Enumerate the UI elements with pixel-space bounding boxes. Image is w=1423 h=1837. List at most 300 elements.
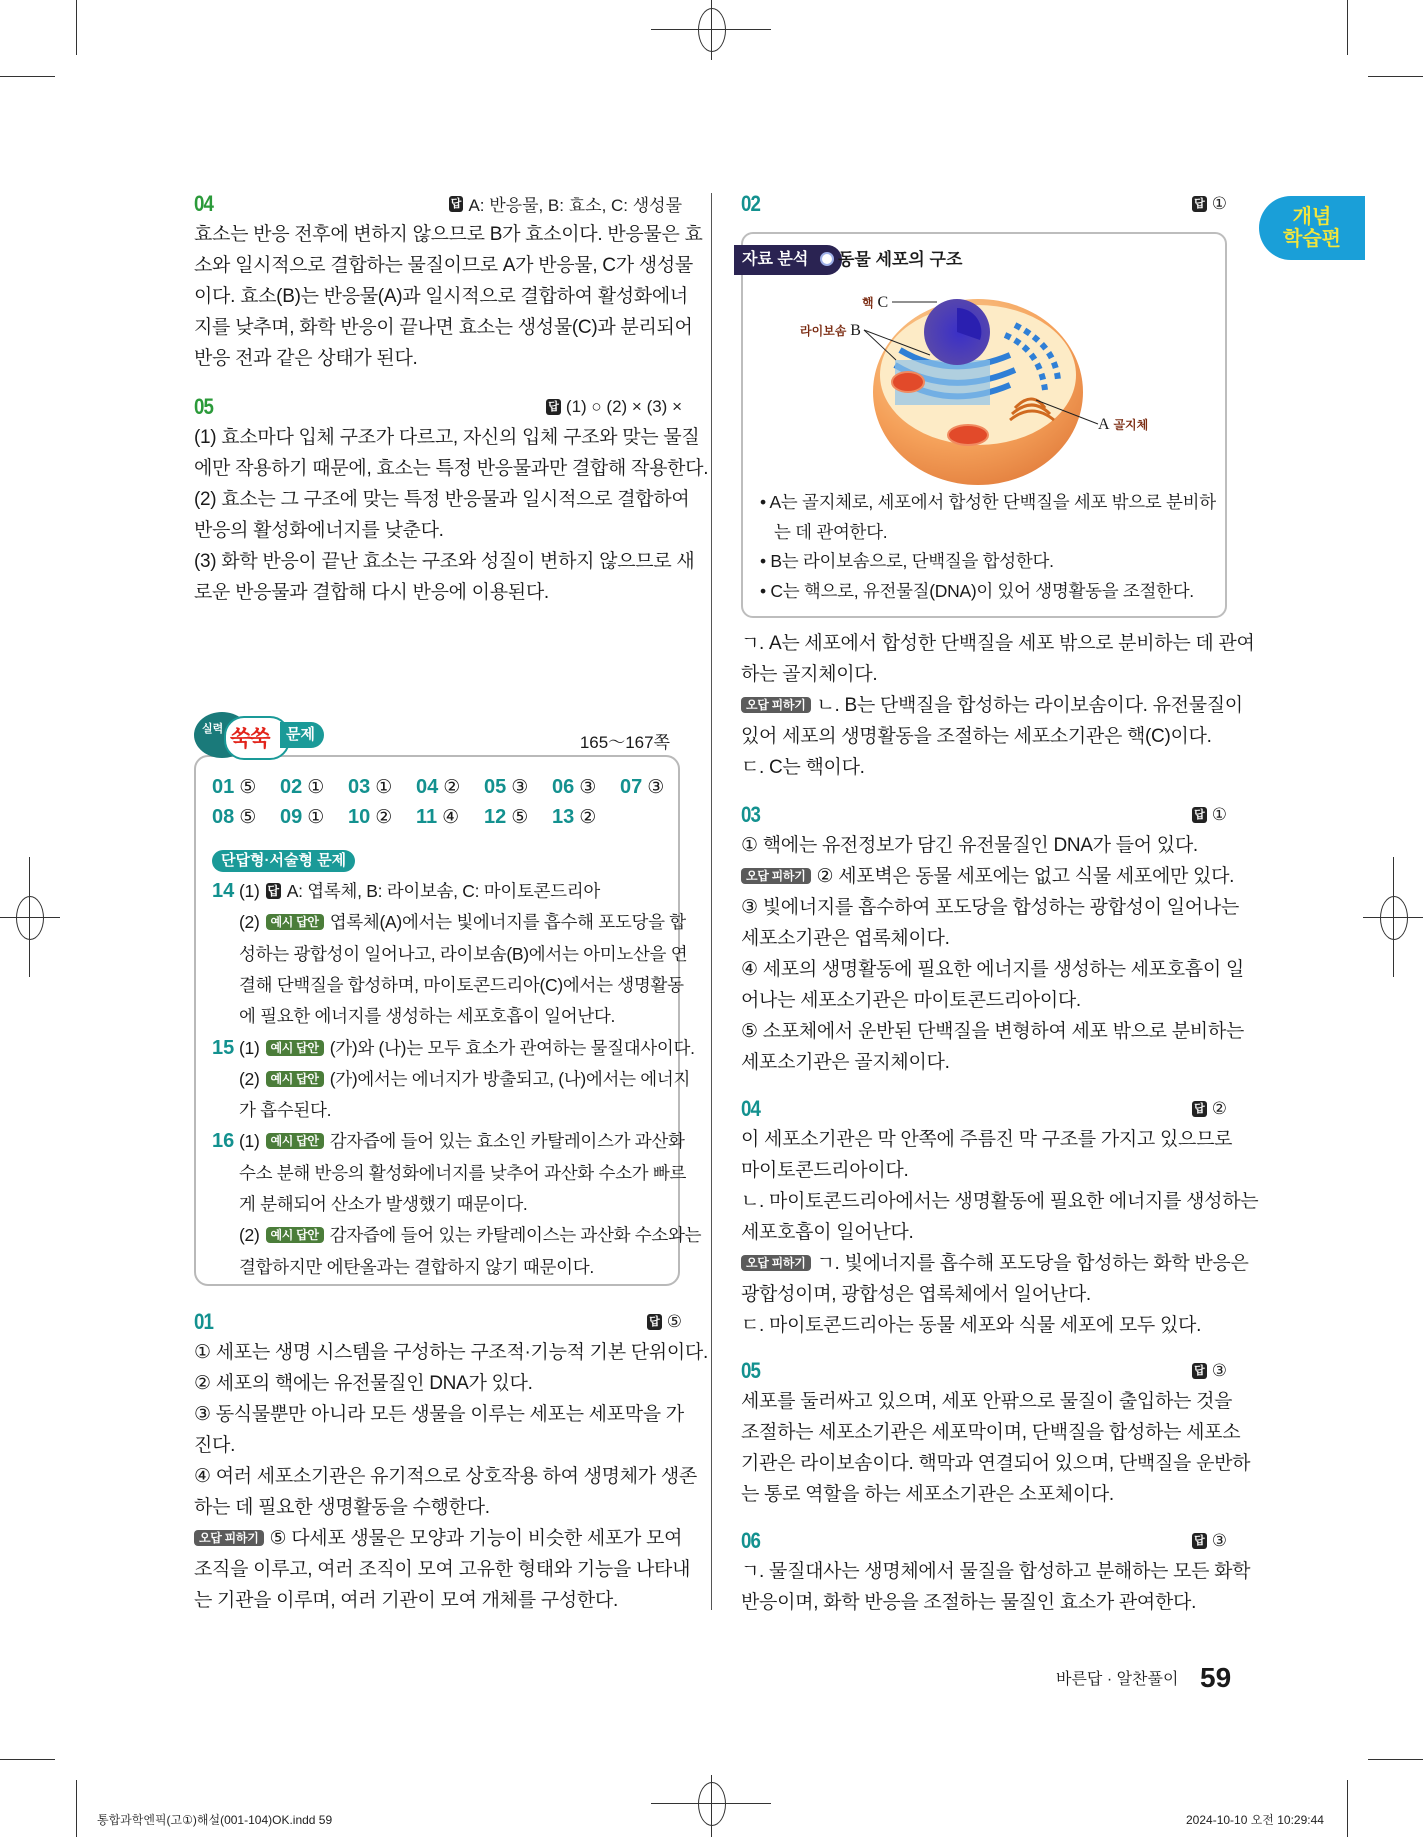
paragraph [741,1016,1244,1078]
example-badge: 예시 답안 [266,1227,324,1243]
line-text: 지를 낮추며, 화학 반응이 끝나면 효소는 생성물(C)과 분리되어 [194,317,693,338]
text-line [194,1399,682,1430]
wrong-badge: 오답 피하기 [741,868,811,884]
paragraph [741,861,1235,892]
text-line [741,1386,1233,1417]
answer-cell [416,806,484,829]
text-line [741,690,1243,721]
text-line [194,1554,691,1585]
text-line [194,312,693,343]
answer-number: 11 [416,805,438,828]
text-line [194,1523,682,1554]
text-line [239,876,670,907]
label-name: 라이보솜 [800,324,847,338]
crop-mark [1368,1759,1423,1760]
line-text: 어나는 세포소기관은 마이토콘드리아이다. [741,990,1081,1011]
line-text: 이 세포소기관은 막 안쪽에 주름진 막 구조를 가지고 있으므로 [741,1129,1233,1150]
paragraph [741,752,1227,783]
paragraph [741,628,1255,690]
answer-number: 10 [348,805,371,828]
text-line [194,1430,682,1461]
practice-pages: 165～167쪽 [579,733,670,752]
line-text: A는 골지체로, 세포에서 합성한 단백질을 세포 밖으로 분비하 [769,492,1216,512]
animal-cell-figure [800,280,1150,490]
line-text: 소와 일시적으로 결합하는 물질이므로 A가 반응물, C가 생성물 [194,255,693,276]
text-line [741,1248,1249,1279]
text-line [194,422,700,453]
line-text: C는 핵으로, 유전물질(DNA)이 있어 생명활동을 조절한다. [770,580,1194,601]
text-line [741,752,1227,783]
line-text: 는 기관을 이루며, 여러 기관이 모여 개체를 구성한다. [194,1590,618,1611]
answer-number: 01 [212,775,235,798]
answer-icon: 답 [450,197,462,210]
answer-row [212,802,688,832]
line-text: ㄴ. 마이토콘드리아에서는 생명활동에 필요한 에너지를 생성하는 [741,1191,1259,1212]
item-parts [239,1033,695,1127]
line-text: 감자즙에 들어 있는 효소인 카탈레이스가 과산화 [329,1131,685,1152]
text-line [741,659,1227,690]
line-text: 광합성이며, 광합성은 엽록체에서 일어난다. [741,1284,1091,1305]
bullet-line [760,488,1215,518]
line-text: 세포호흡이 일어난다. [741,1222,914,1243]
item-part [239,1033,695,1064]
text-line [239,907,686,938]
bullet-line [760,518,1215,548]
line-text: ② 세포의 핵에는 유전물질인 DNA가 있다. [194,1373,533,1394]
item-number: 16 [212,1130,235,1153]
item-number: 15 [212,1036,235,1059]
answer-cell [212,806,280,829]
line-text: B는 라이보솜으로, 단백질을 합성한다. [770,551,1054,571]
paragraph [741,690,1243,752]
part-label: (1) [239,881,260,901]
text-line [741,1217,1227,1248]
answer-icon: 답 [1194,197,1205,210]
line-text: (가)와 (나)는 모두 효소가 관여하는 물질대사이다. [329,1037,695,1058]
question-01 [194,1306,708,1616]
text-line [741,1124,1233,1155]
answer [1192,1099,1227,1119]
text-line [741,1186,1259,1217]
text-line [239,1220,702,1251]
answer-number: 07 [620,775,643,798]
paragraph [741,892,1239,954]
line-text: 성하는 광합성이 일어나고, 라이보솜(B)에서는 아미노산을 연 [239,943,688,964]
line-text: 는 데 관여한다. [774,521,888,542]
text-line [239,939,688,970]
page-number: 59 [1200,1662,1232,1693]
paragraph [741,1556,1251,1618]
text-line [239,1252,670,1283]
answer-number: 09 [280,805,303,828]
text-line [741,721,1227,752]
question-number: 02 [741,190,761,216]
paragraph [194,1337,708,1368]
answer [1192,805,1227,825]
item-part [239,1064,691,1127]
practice-item [212,876,688,1032]
line-text: ㄱ. 빛에너지를 흡수해 포도당을 합성하는 화학 반응은 [816,1253,1249,1274]
text-line [194,577,682,608]
line-text: ④ 세포의 생명활동에 필요한 에너지를 생성하는 세포호흡이 일 [741,959,1244,980]
line-text: ⑤ 다세포 생물은 모양과 기능이 비슷한 세포가 모여 [269,1528,683,1549]
question-04-right [741,1093,1259,1341]
text-line [239,1001,670,1032]
crop-mark [1368,76,1423,77]
practice-title-tail: 문제 [280,722,324,748]
item-number: 14 [212,880,235,902]
line-text: ③ 동식물뿐만 아니라 모든 생물을 이루는 세포는 세포막을 가 [194,1404,684,1425]
line-text: 조절하는 세포소기관은 세포막이며, 단백질을 합성하는 세포소 [741,1422,1241,1443]
answer-number: 05 [484,775,507,798]
question-header [741,188,1227,219]
crop-mark [1347,1780,1348,1837]
crop-mark [76,0,77,55]
label-name: 핵 [862,296,874,310]
answer-icon: 답 [548,400,559,413]
text-line [741,1310,1227,1341]
question-header [741,1525,1227,1556]
practice-item [212,1126,702,1282]
line-text: 하는 골지체이다. [741,664,878,685]
answer-cell [620,776,688,799]
answer-number: 12 [484,805,507,828]
text-line [194,515,682,546]
analysis-title: 동물 세포의 구조 [838,250,963,269]
answer-number: 08 [212,805,235,828]
line-text: (1) 효소마다 입체 구조가 다르고, 자신의 입체 구조와 맞는 물질 [194,427,700,448]
text-line [194,1461,697,1492]
paragraph [194,546,695,608]
part-label: (2) [239,1068,260,1089]
answer-cell [280,806,348,829]
line-text: ② 세포벽은 동물 세포에는 없고 식물 세포에만 있다. [816,866,1235,887]
item-part [239,1220,702,1283]
question-number: 05 [741,1357,761,1383]
paragraph [741,830,1227,861]
line-text: 세포소기관은 엽록체이다. [741,928,950,949]
wrong-badge: 오답 피하기 [194,1530,264,1546]
line-text: 이다. 효소(B)는 반응물(A)과 일시적으로 결합하여 활성화에너 [194,286,688,307]
line-text: ① 세포는 생명 시스템을 구성하는 구조적·기능적 기본 단위이다. [194,1342,708,1363]
answer-number: 02 [280,775,303,798]
answer-row [212,772,688,802]
answer-cell [552,776,620,799]
answer-choice: ② [579,806,597,828]
question-header [194,391,682,422]
bullet-line [760,577,1215,607]
text-line [239,1064,691,1095]
line-text: 반응의 활성화에너지를 낮춘다. [194,520,444,541]
line-text: 결해 단백질을 합성하며, 마이토콘드리아(C)에서는 생명활동 [239,974,684,995]
line-text: 결합하지만 에탄올과는 결합하지 않기 때문이다. [239,1256,594,1277]
answer-choice: ② [443,776,461,798]
text-line [239,970,684,1001]
paragraph [194,484,690,546]
bullet-dot: • [760,551,771,571]
answer [1192,1531,1227,1551]
text-line [194,1492,682,1523]
paragraph [741,954,1244,1016]
text-line [239,1189,670,1220]
line-text: 게 분해되어 산소가 발생했기 때문이다. [239,1193,528,1214]
line-text: ㄱ. 물질대사는 생명체에서 물질을 합성하고 분해하는 모든 화학 [741,1561,1251,1582]
bullet-line [760,547,1215,577]
example-badge: 예시 답안 [266,1040,324,1056]
text-line [741,861,1235,892]
line-text: ㄱ. A는 세포에서 합성한 단백질을 세포 밖으로 분비하는 데 관여 [741,633,1255,654]
question-03 [741,799,1244,1078]
text-line [741,1417,1241,1448]
item-part [239,876,670,907]
line-text: 반응 전과 같은 상태가 된다. [194,348,418,369]
answer-choice: ① [375,776,393,798]
question-05-right [741,1355,1251,1510]
answer-choice: ② [375,806,393,828]
print-file-name: 통합과학엔픽(고①)해설(001-104)OK.indd 59 [97,1813,333,1827]
mitochondrion [948,425,988,445]
answer-number: 06 [552,775,575,798]
print-timestamp: 2024-10-10 오전 10:29:44 [1186,1813,1324,1827]
line-text: ⑤ 소포체에서 운반된 단백질을 변형하여 세포 밖으로 분비하는 [741,1021,1244,1042]
crop-mark [0,1759,55,1760]
answer-cell [212,776,280,799]
mitochondrion [892,372,924,392]
section-tab [1259,196,1365,260]
part-label: (1) [239,1131,260,1152]
analysis-label [734,245,842,275]
part-label: (2) [239,1225,260,1246]
text-line [741,1587,1227,1618]
answer-icon: 답 [1194,1102,1205,1115]
part-label: (1) [239,1037,260,1058]
text-line [239,1126,685,1157]
text-line [741,1556,1251,1587]
label-name: 골지체 [1113,418,1149,432]
line-text: 진다. [194,1435,236,1456]
answer-cell [280,776,348,799]
paragraph [194,422,709,484]
answer-cell [552,806,620,829]
item-part [239,907,688,1032]
answer-choice: ⑤ [239,806,257,828]
text-line [741,628,1255,659]
answer [647,1312,682,1332]
answer-number: 13 [552,805,575,828]
answer-grid [212,772,688,832]
paragraph [194,1523,691,1616]
text-line [194,1585,682,1616]
question-number: 06 [741,1527,761,1553]
answer [1192,1361,1227,1381]
paragraph [741,1310,1227,1341]
line-text: 가 흡수된다. [239,1100,332,1121]
line-text: (3) 화학 반응이 끝난 효소는 구조와 성질이 변하지 않으므로 새 [194,551,695,572]
answer-choice: ⑤ [239,776,257,798]
answer [449,191,682,216]
line-text: (2) 효소는 그 구조에 맞는 특정 반응물과 일시적으로 결합하여 [194,489,690,510]
practice-subheading: 단답형·서술형 문제 [212,850,355,872]
line-text: 기관은 라이보솜이다. 핵막과 연결되어 있으며, 단백질을 운반하 [741,1453,1251,1474]
text-line [194,453,709,484]
answer-choice: ③ [647,776,665,798]
question-02-body [741,628,1255,783]
text-line [194,546,695,577]
line-text: (가)에서는 에너지가 방출되고, (나)에서는 에너지 [329,1068,691,1089]
answer-icon: 답 [649,1315,660,1328]
question-header [741,799,1227,830]
question-header [741,1093,1227,1124]
figure-label-ribosome [800,321,861,340]
answer-icon: 답 [1194,808,1205,821]
text-line [194,250,693,281]
text-line [741,892,1239,923]
line-text: ㄷ. 마이토콘드리아는 동물 세포와 식물 세포에 모두 있다. [741,1315,1202,1336]
bullet-dot: • [760,492,770,512]
practice-title-big: 쑥쑥 [230,726,269,751]
text-line [741,985,1227,1016]
answer-cell [416,776,484,799]
line-text: 수소 분해 반응의 활성화에너지를 낮추어 과산화 수소가 빠르 [239,1162,687,1183]
question-number: 04 [194,190,214,216]
figure-label-nucleus [862,293,888,312]
answer-cell [348,806,416,829]
line-text: ㄷ. C는 핵이다. [741,757,865,778]
answer-icon: 답 [1194,1534,1205,1547]
line-text: 하는 데 필요한 생명활동을 수행한다. [194,1497,490,1518]
line-text: 조직을 이루고, 여러 조직이 모여 고유한 형태와 기능을 나타내 [194,1559,691,1580]
paragraph [741,1186,1259,1248]
question-number: 05 [194,393,214,419]
line-text: ③ 빛에너지를 흡수하여 포도당을 합성하는 광합성이 일어나는 [741,897,1239,918]
question-number: 03 [741,801,761,827]
line-text: 마이토콘드리아이다. [741,1160,909,1181]
line-text: 있어 세포의 생명활동을 조절하는 세포소기관은 핵(C)이다. [741,726,1212,747]
answer-text: A: 반응물, B: 효소, C: 생성물 [468,196,682,215]
paragraph [194,1368,682,1399]
line-text: ① 핵에는 유전정보가 담긴 유전물질인 DNA가 들어 있다. [741,835,1198,856]
section-tab-line1: 개념 [1292,206,1332,228]
question-header [741,1355,1227,1386]
figure-label-golgi [1098,415,1148,434]
question-04 [194,188,703,374]
wrong-badge: 오답 피하기 [741,697,811,713]
item-parts [239,1126,702,1282]
text-line [194,484,690,515]
practice-item [212,1033,695,1127]
answer-text: ① [1211,804,1227,824]
crop-mark [76,1780,77,1837]
label-letter: B [850,322,861,339]
part-label: (2) [239,912,260,933]
question-header [194,1306,682,1337]
line-text: 로운 반응물과 결합해 다시 반응에 이용된다. [194,582,549,603]
answer [546,397,682,417]
text-line [239,1095,670,1126]
paragraph [741,1124,1233,1186]
example-badge: 예시 답안 [266,914,324,930]
paragraph [194,1461,697,1523]
magnifier-icon [820,252,834,266]
answer-choice: ⑤ [511,806,529,828]
answer-choice: ④ [442,806,460,828]
answer-text: ③ [1211,1360,1227,1380]
answer-number: 03 [348,775,371,798]
text-line [239,1158,687,1189]
question-header [194,188,682,219]
line-text: 에만 작용하기 때문에, 효소는 특정 반응물과만 결합해 작용한다. [194,458,709,479]
question-06-right [741,1525,1251,1618]
line-text: 에 필요한 에너지를 생성하는 세포호흡이 일어난다. [239,1006,616,1027]
answer-choice: ① [307,806,325,828]
crop-mark [1347,0,1348,55]
column-divider [711,193,712,1610]
answer-number: 04 [416,775,439,798]
line-text: 세포를 둘러싸고 있으며, 세포 안팎으로 물질이 출입하는 것을 [741,1391,1233,1412]
paragraph [194,1399,682,1461]
text-line [741,923,1227,954]
question-number: 01 [194,1308,214,1334]
line-text: 반응이며, 화학 반응을 조절하는 물질인 효소가 관여한다. [741,1592,1197,1613]
item-parts [239,876,688,1032]
answer-badge: 답 [267,884,279,898]
answer-choice: ③ [579,776,597,798]
text-line [194,1368,682,1399]
answer-choice: ③ [511,776,529,798]
question-02-header [741,188,1227,219]
answer-icon: 답 [1194,1364,1205,1377]
crop-mark [0,76,55,77]
answer-text: ② [1211,1098,1227,1118]
answer-choice: ① [307,776,325,798]
line-text: 세포소기관은 골지체이다. [741,1052,950,1073]
line-text: 는 통로 역할을 하는 세포소기관은 소포체이다. [741,1484,1114,1505]
section-tab-line2: 학습편 [1283,228,1341,250]
label-letter: A [1098,416,1110,433]
answer-text: (1) ○ (2) × (3) × [565,396,682,416]
answer-text: ① [1211,193,1227,213]
line-text: 감자즙에 들어 있는 카탈레이스는 과산화 수소와는 [329,1225,702,1246]
example-badge: 예시 답안 [266,1071,324,1087]
bullet-dot: • [760,580,771,601]
question-number: 04 [741,1095,761,1121]
answer-cell [484,776,552,799]
answer [1192,194,1227,214]
question-05 [194,391,709,608]
analysis-label-text: 자료 분석 [742,251,809,268]
answer-cell [348,776,416,799]
text-line [741,1047,1227,1078]
text-line [741,1448,1251,1479]
item-part [239,1126,687,1220]
paragraph [741,1248,1249,1310]
text-line [239,1033,695,1064]
example-badge: 예시 답안 [266,1133,324,1149]
analysis-bullets [760,488,1215,606]
label-letter: C [877,294,889,311]
line-text: ④ 여러 세포소기관은 유기적으로 상호작용 하여 생명체가 생존 [194,1466,697,1487]
text-line [194,343,682,374]
line-text: 엽록체(A)에서는 빛에너지를 흡수해 포도당을 합 [329,912,686,933]
practice-title-small: 실력 [202,723,224,735]
answer-cell [484,806,552,829]
text-line [741,954,1244,985]
wrong-badge: 오답 피하기 [741,1255,811,1271]
text-line [741,1155,1227,1186]
text-line [741,830,1227,861]
text-line [741,1016,1244,1047]
paragraph [194,219,703,374]
